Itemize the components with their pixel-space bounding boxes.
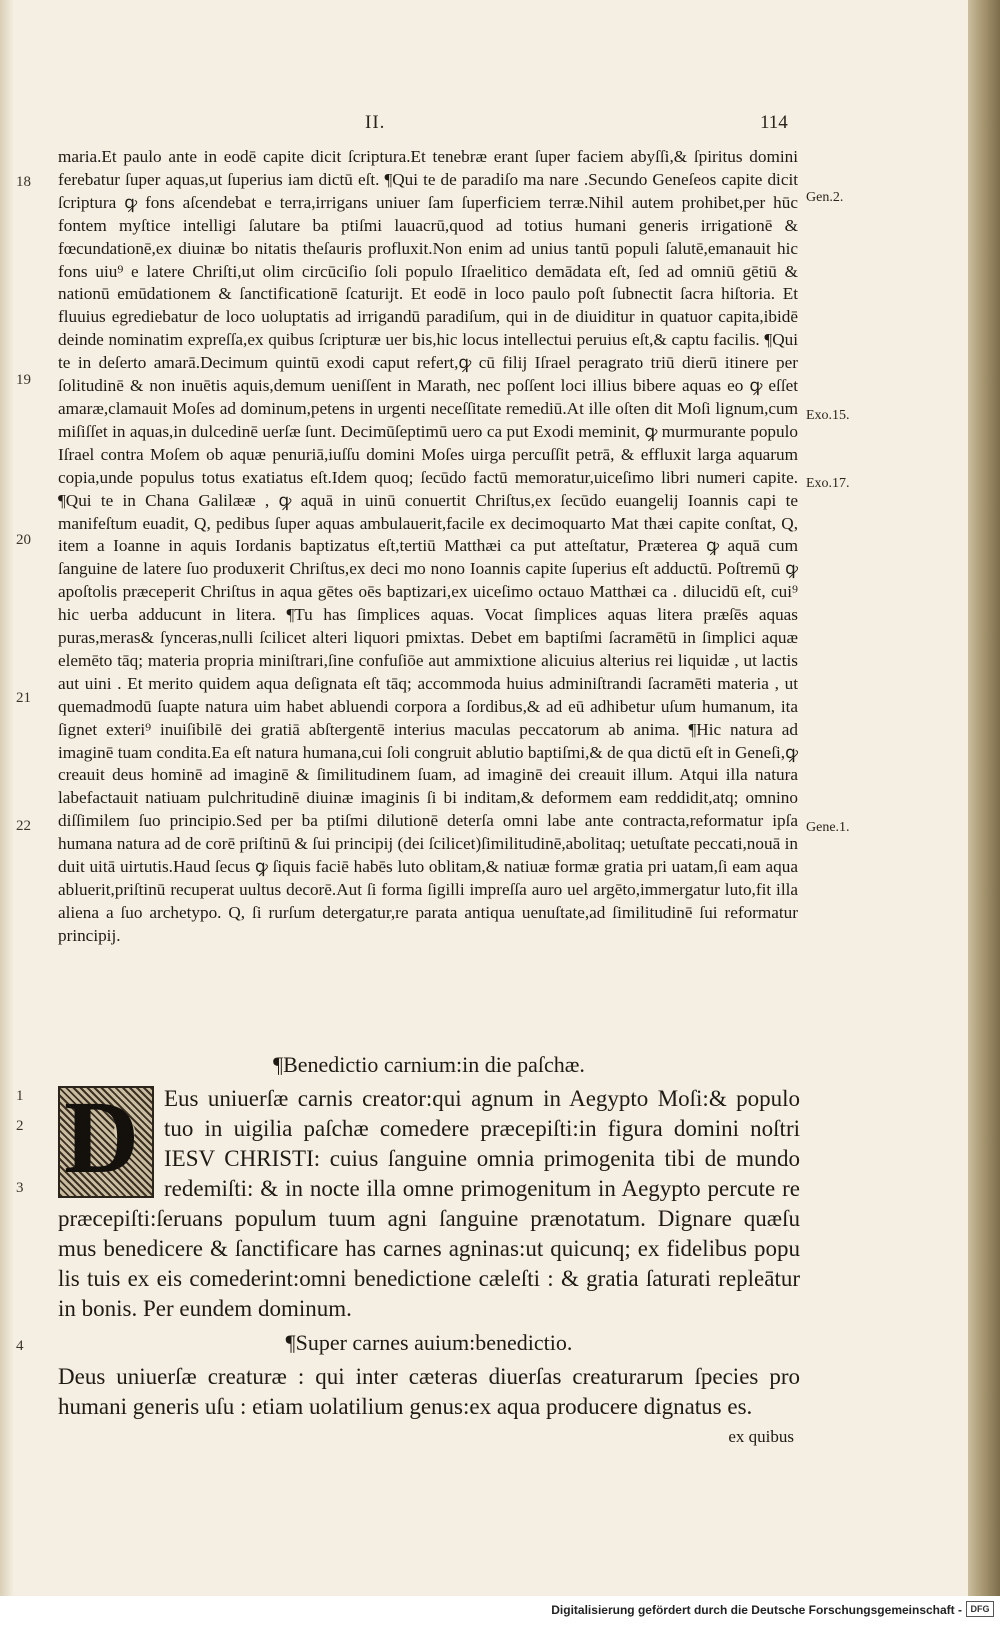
marginal-reference: Exo.17. <box>806 476 850 491</box>
commentary-paragraph: maria.Et paulo ante in eodē capite dicit ſcriptura.Et tenebræ erant ſuper faciem abyſſi,& ſpiritus domini ferebatur ſuper aquas,ut ſuperius iam dictū eſt. ¶Qui te de paradiſo ma nare .Secundo Geneſeos capite dicit ſcriptura ꝙ fons aſcendebat e terra,irrigans uniuer ſam ſuperficiem terræ.Nihil autem prohibet,per hūc fontem myſtice intelligi ſalutare ba ptiſmi lauacrū,quod ad totius humani generis irrigationē & fœcundationē,ex diuinæ bo nitatis theſauris profluxit.Non enim ad unius tantū populi ſalutē,emanauit hic fons uiu⁹ e latere Chriſti,ut olim circūciſio ſoli populo Iſraelitico demādata eſt, ſed ad omniū gētiū & nationū emūdationem & ſanctificationē ſcaturijt. Et eodē in loco paulo poſt ſubnectit ſacra hiſtoria. Et fluuius egrediebatur de loco uoluptatis ad irrigandū paradiſum, qui in de diuiditur in quatuor capita,ibidē deinde nominatim expreſſa,ex quibus ſcripturæ uer bis,hic locus intellectui peruius eſt,& captu facilis. ¶Qui te in deſerto amarā.Decimum quintū exodi caput refert,ꝙ cū filij Iſrael peragrato triū dierū itinere per ſolitudinē & non inuētis aquis,demum ueniſſent in Marath, nec poſſent loci illius bibere aquas eo ꝙ eſſet amaræ,clamauit Moſes ad dominum,petens in urgenti neceſſitate remediū.At ille oſten dit Moſi lignum,cum miſiſſet in aquas,in dulcedinē uerſæ ſunt. Decimūſeptimū uero ca put Exodi meminit, ꝙ murmurante populo Iſrael contra Moſem ob aquæ penuriā,iuſſu domini Moſes uirga percuſſit petrā, & effluxit larga aquarum copia,unde populus totus exatiatus eſt.Idem quoq; ſecūdo factū memoratur,uiceſimo libri numeri capite. ¶Qui te in Chana Galilææ , ꝙ aquā in uinū conuertit Chriſtus,ex ſecūdo euangelij Ioannis capi te manifeſtum euadit, Q, pedibus ſuper aquas ambulauerit,facile ex decimoquarto Mat thæi capite conſtat, Q, item a Ioanne in aquis Iordanis baptizatus eſt,tertiū Matthæi ca put atteſtatur, Præterea ꝙ aquā cum ſanguine de latere ſuo produxerit Chriſtus,ex deci mo nono Ioannis capite ſuperius eſt adductū. Poſtremū ꝙ apoſtolis præceperit Chriſtus in aqua gētes oēs baptizari,ex uiceſimo octauo Matthæi ca . dilucidū eſt, cui⁹ hic uerba adducunt in litera. ¶Tu has ſimplices aquas. Vocat ſimplices aquas litera præſēs aquas puras,meras& ſynceras,nulli ſcilicet alteri liquori pmixtas. Debet em baptiſmi ſacramētū in ſimplici aquæ elemēto tāq; materia propria miniſtrari,ſine confuſiōe aut ammixtione alicuius alterius rei liquidæ , ut lactis aut uini . Et merito quidem aqua deſignata eſt tāq; accommoda huius adminiſtrandi ſacramēti materia , ut quemadmodū ſuapte natura uim habet abluendi corpora a ſordibus,& ad eū adhibetur uſum humanum, ita ſignet exteri⁹ inuiſibilē dei gratiā abſtergentē interius maculas peccatorum ab anima. ¶Hic natura ad imaginē tuam condita.Ea eſt natura humana,cui ſoli congruit ablutio baptiſmi,& de qua dictū eſt in Geneſi,ꝙ creauit deus hominē ad imaginē & ſimilitudinem ſuam, ad imaginē dei creauit illum. Atqui illa natura labefactauit natiuam pulchritudinē diuinæ imaginis ſi bi inditam,& deformem eam reddidit,atq; omnino diſſimilem ſuo principio.Sed per ba ptiſmi dilutionē deterſa omni labe ante contracta,reformatur ipſa humana natura ad de corē priſtinū & ſui principij (dei ſcilicet)ſimilitudinē,abolitaq; uetuſtate peccati,nouā in duit uitā uirtutis.Haud ſecus ꝙ ſiquis faciē habēs luto oblitam,& natiuæ formæ gratia pri uatam,ſi eam aqua abluerit,priſtinū recuperat uultus decorē.Aut ſi forma ſigilli impreſſa auro uel argēto,immergatur luto,fit illa aliena a ſuo archetypo. Q, ſi rurſum detergatur,re parata antiqua uenuſtate,ad ſimilitudinē ſui reformatur principij. <box>58 147 798 945</box>
line-number: 18 <box>16 174 31 190</box>
line-number: 21 <box>16 690 31 706</box>
line-number: 3 <box>16 1180 24 1196</box>
prayer-bird-blessing: Deus uniuerſæ creaturæ : qui inter cæteras diuerſas creaturarum ſpecies pro humani generis uſu : etiam uolatilium genus:ex aqua producere dignatus es. <box>58 1364 800 1419</box>
dfg-logo: DFG <box>966 1601 994 1617</box>
line-number: 19 <box>16 372 31 388</box>
book-edge <box>968 0 1000 1596</box>
signature-mark: II. <box>365 112 386 133</box>
marginal-reference: Gen.2. <box>806 190 844 205</box>
catchword: ex quibus <box>728 1427 794 1446</box>
decorated-initial <box>58 1080 154 1198</box>
line-number: 1 <box>16 1088 24 1104</box>
folio-number: 114 <box>760 112 788 133</box>
prayer-lamb-blessing <box>58 1080 800 1324</box>
prayer-smallcaps: IESV CHRISTI <box>164 1146 314 1171</box>
funding-credit: Digitalisierung gefördert durch die Deutsche Forschungsgemeinschaft - <box>551 1603 962 1617</box>
marginal-reference: Exo.15. <box>806 408 850 423</box>
initial-letter: D <box>64 1080 140 1195</box>
marginal-reference: Gene.1. <box>806 820 850 835</box>
line-number: 22 <box>16 818 31 834</box>
rubric-lamb-blessing: ¶Benedictio carnium:in die paſchæ. <box>273 1052 585 1077</box>
page-header <box>0 112 968 142</box>
gutter-shadow <box>0 0 14 1596</box>
line-number: 2 <box>16 1118 24 1134</box>
rubric-bird-blessing: ¶Super carnes auium:benedictio. <box>285 1330 573 1355</box>
prayer-text-b: : cuius ſanguine omnia primogenita tibi de mundo redemiſti: & in nocte illa omne primogenitum in Aegypto percute re præcepiſti:ſeruans populum tuum agni ſanguine prænotatum. Dignare quæſu mus benedicere & ſanctificare has carnes agninas:ut quicunq; ex fidelibus popu lis tuis ex eis comederint:omni benedictione cæleſti : & gratia ſaturati repleātur in bonis. Per eundem dominum. <box>58 1146 800 1321</box>
liturgical-text <box>58 1050 800 1452</box>
line-number: 20 <box>16 532 31 548</box>
commentary-text <box>58 146 798 948</box>
footer-bar <box>0 1596 1000 1626</box>
prayer-text-a: Eus uniuerſæ carnis creator:qui agnum in Aegypto Moſi:& populo tuo in uigilia paſchæ comedere præcepiſti:in figura domini noſtri <box>164 1086 800 1141</box>
line-number: 4 <box>16 1338 24 1354</box>
